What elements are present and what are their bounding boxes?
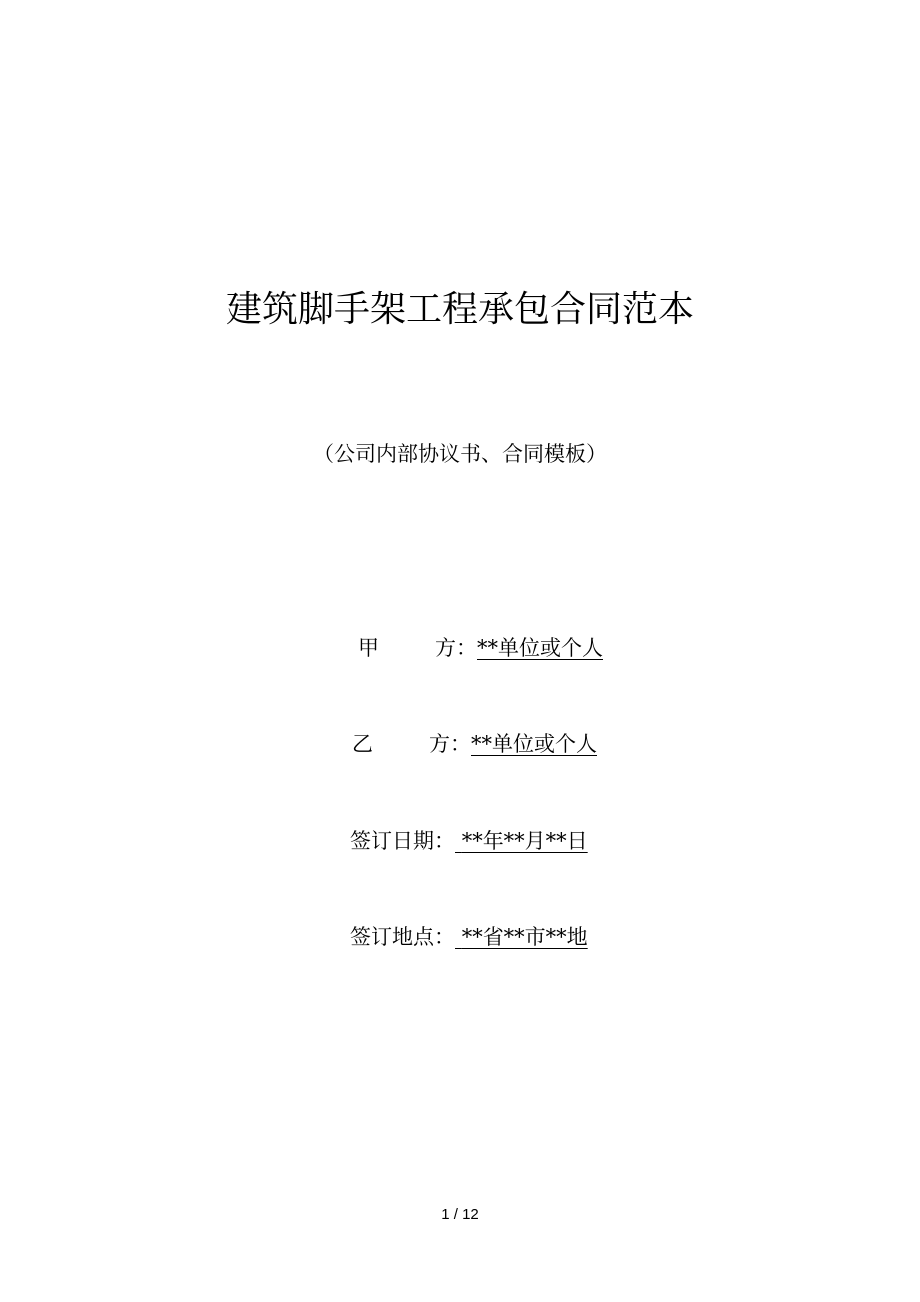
party-a-field bbox=[358, 633, 603, 663]
document-subtitle: （公司内部协议书、合同模板） bbox=[313, 442, 607, 466]
party-a-value: **单位或个人 bbox=[477, 636, 603, 660]
document-title: 建筑脚手架工程承包合同范本 bbox=[225, 289, 694, 330]
signing-place-label: 签订地点： bbox=[350, 925, 455, 949]
party-a-label-second: 方： bbox=[435, 636, 477, 660]
signing-date-text: **年**月**日 bbox=[461, 829, 588, 853]
signing-place-value bbox=[455, 925, 588, 949]
party-b-label-first: 乙 bbox=[352, 732, 373, 756]
signing-place-text: **省**市**地 bbox=[461, 925, 588, 949]
party-b-label-second: 方： bbox=[429, 732, 471, 756]
party-a-label-first: 甲 bbox=[358, 636, 379, 660]
party-b-field bbox=[352, 729, 597, 759]
party-b-value: **单位或个人 bbox=[471, 732, 597, 756]
signing-date-label: 签订日期： bbox=[350, 829, 455, 853]
signing-place-field bbox=[350, 922, 588, 952]
signing-date-field bbox=[350, 826, 588, 856]
signing-date-value bbox=[455, 829, 588, 853]
page-number: 1 / 12 bbox=[441, 1206, 479, 1223]
